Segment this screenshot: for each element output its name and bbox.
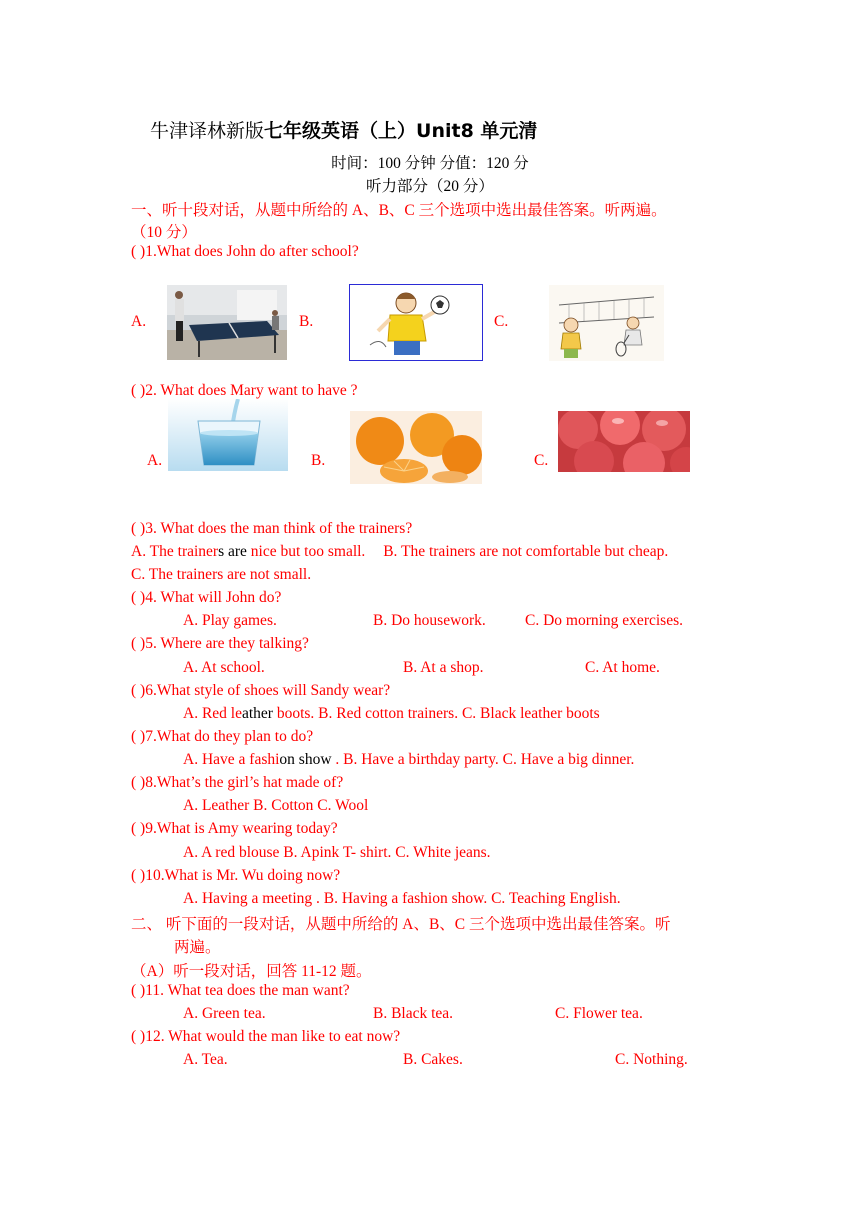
title-main: 七年级英语（上）Unit8 单元清 — [264, 120, 538, 142]
section-listening: 听力部分（20 分） — [366, 178, 494, 195]
q3-option-c: C. The trainers are not small. — [131, 566, 312, 583]
question-text: 2. What does Mary want to have ? — [145, 382, 358, 399]
title-prefix: 牛津译林新版 — [150, 120, 265, 142]
answer-bracket[interactable]: ( ) — [131, 589, 146, 606]
q6-options-part1: A. Red le — [183, 705, 242, 722]
part2-instruction-line2: 两遍。 — [174, 939, 221, 956]
question-4 — [131, 589, 281, 607]
part2-subsection-a: （A）听一段对话，回答 11-12 题。 — [131, 963, 372, 980]
exam-meta: 时间：100 分钟 分值：120 分 — [331, 155, 529, 172]
q11-option-b: B. Black tea. — [373, 1005, 454, 1022]
q5-option-b: B. At a shop. — [403, 659, 484, 676]
answer-bracket[interactable]: ( ) — [131, 820, 146, 837]
question-7 — [131, 728, 313, 746]
q7-options — [183, 751, 634, 769]
q1-option-b-label: B. — [299, 313, 314, 330]
q6-options-part3: boots. B. Red cotton trainers. C. Black leather boots — [272, 705, 600, 722]
boy-football-drawing — [349, 284, 483, 361]
q3-option-a-part1: A. The trainer — [131, 543, 219, 560]
question-11 — [131, 982, 350, 1000]
question-text: 6.What style of shoes will Sandy wear? — [145, 682, 391, 699]
answer-bracket[interactable]: ( ) — [131, 1028, 146, 1045]
question-text: 1.What does John do after school? — [145, 243, 359, 260]
question-9 — [131, 820, 338, 838]
question-text: 12. What would the man like to eat now? — [145, 1028, 401, 1045]
q11-option-c: C. Flower tea. — [555, 1005, 643, 1022]
apples-photo — [558, 411, 690, 472]
page-title — [150, 116, 537, 143]
q2-option-b-label: B. — [311, 452, 326, 469]
question-6 — [131, 682, 390, 700]
part1-points: （10 分） — [131, 224, 197, 241]
answer-bracket[interactable]: ( ) — [131, 520, 146, 537]
question-text: 9.What is Amy wearing today? — [145, 820, 338, 837]
q4-option-a: A. Play games. — [183, 612, 277, 629]
q9-options: A. A red blouse B. Apink T- shirt. C. White jeans. — [183, 844, 491, 861]
glass-of-water-photo — [168, 399, 288, 471]
question-text: 11. What tea does the man want? — [145, 982, 350, 999]
q4-option-b: B. Do housework. — [373, 612, 486, 629]
q6-options — [183, 705, 600, 723]
q12-option-a: A. Tea. — [183, 1051, 228, 1068]
q2-option-a-label: A. — [147, 452, 163, 469]
q10-options: A. Having a meeting . B. Having a fashion show. C. Teaching English. — [183, 890, 621, 907]
q12-option-c: C. Nothing. — [615, 1051, 688, 1068]
q11-option-a: A. Green tea. — [183, 1005, 266, 1022]
answer-bracket[interactable]: ( ) — [131, 635, 146, 652]
q7-options-part1: A. Have a fashi — [183, 751, 280, 768]
answer-bracket[interactable]: ( ) — [131, 728, 146, 745]
question-text: 10.What is Mr. Wu doing now? — [145, 867, 341, 884]
answer-bracket[interactable]: ( ) — [131, 982, 146, 999]
badminton-drawing — [549, 285, 664, 361]
question-12 — [131, 1028, 400, 1046]
q1-option-a-label: A. — [131, 313, 147, 330]
q2-option-c-label: C. — [534, 452, 549, 469]
q3-option-a-part2: s are — [218, 543, 247, 560]
q3-option-b: B. The trainers are not comfortable but cheap. — [383, 543, 669, 560]
answer-bracket[interactable]: ( ) — [131, 382, 146, 399]
answer-bracket[interactable]: ( ) — [131, 243, 146, 260]
q5-option-a: A. At school. — [183, 659, 265, 676]
answer-bracket[interactable]: ( ) — [131, 682, 146, 699]
question-8 — [131, 774, 343, 792]
part2-instruction-line1: 二、 听下面的一段对话，从题中所给的 A、B、C 三个选项中选出最佳答案。听 — [131, 916, 671, 933]
question-text: 7.What do they plan to do? — [145, 728, 314, 745]
question-1 — [131, 243, 359, 261]
q8-options: A. Leather B. Cotton C. Wool — [183, 797, 369, 814]
question-3 — [131, 520, 412, 538]
q1-option-c-label: C. — [494, 313, 509, 330]
q7-options-part2: on show — [279, 751, 332, 768]
answer-bracket[interactable]: ( ) — [131, 867, 146, 884]
question-text: 8.What’s the girl’s hat made of? — [145, 774, 344, 791]
question-text: 3. What does the man think of the trainers? — [145, 520, 413, 537]
answer-bracket[interactable]: ( ) — [131, 774, 146, 791]
q3-options-line1 — [131, 543, 668, 561]
question-text: 4. What will John do? — [145, 589, 282, 606]
question-2 — [131, 382, 358, 400]
q4-option-c: C. Do morning exercises. — [525, 612, 683, 629]
table-tennis-photo — [167, 285, 287, 360]
question-10 — [131, 867, 340, 885]
q5-option-c: C. At home. — [585, 659, 660, 676]
part1-instruction: 一、听十段对话，从题中所给的 A、B、C 三个选项中选出最佳答案。听两遍。 — [131, 202, 667, 219]
question-5 — [131, 635, 309, 653]
q6-options-part2: ather — [241, 705, 273, 722]
question-text: 5. Where are they talking? — [145, 635, 309, 652]
q3-option-a-part3: nice but too small. — [246, 543, 366, 560]
q12-option-b: B. Cakes. — [403, 1051, 463, 1068]
oranges-photo — [350, 411, 482, 484]
q7-options-part3: . B. Have a birthday party. C. Have a big dinner. — [331, 751, 635, 768]
